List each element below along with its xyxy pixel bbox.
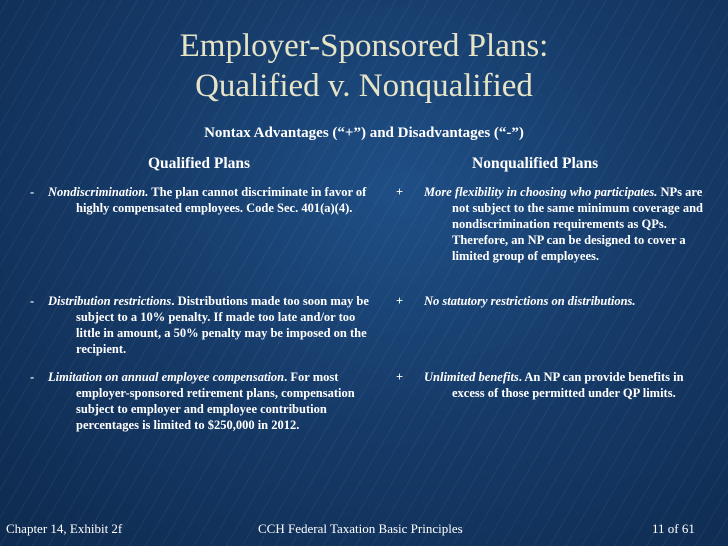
disadvantage-marker: -: [30, 185, 35, 199]
nonqualified-item-unlimited-benefits: [396, 369, 708, 401]
item-lead: Unlimited benefits: [424, 370, 519, 384]
nonqualified-item-flexibility: [396, 184, 708, 264]
qualified-item-distribution-restrictions: [30, 293, 382, 357]
slide-title-line1: Employer-Sponsored Plans:: [179, 28, 549, 64]
column-header-nonqualified: Nonqualified Plans: [472, 155, 599, 172]
disadvantage-marker: -: [30, 370, 35, 384]
qualified-item-compensation-limit: [30, 369, 382, 433]
item-text: . An NP can provide benefits in excess of those permitted under QP limits.: [452, 370, 684, 400]
item-text: . For most employer-sponsored retirement plans, compensation subject to employer and employee contribution percentages is limited to $250,000 in 2012.: [76, 370, 355, 432]
item-text: NPs are not subject to the same minimum coverage and nondiscrimination requirements as QPs. Therefore, an NP can be designed to cover a limited group of employees.: [452, 185, 704, 263]
subtitle: Nontax Advantages (“+”) and Disadvantages (“-”): [204, 125, 524, 141]
footer-page-number: 11 of 61: [652, 521, 695, 536]
item-lead: More flexibility in choosing who participates.: [424, 185, 658, 199]
item-text: . Distributions made too soon may be subject to a 10% penalty. If made too late and/or too little in amount, a 50% penalty may be imposed on the recipient.: [76, 294, 369, 356]
item-text: The plan cannot discriminate in favor of highly compensated employees. Code Sec. 401(a)(4).: [76, 185, 367, 215]
footer-course: CCH Federal Taxation Basic Principles: [258, 521, 463, 536]
advantage-marker: +: [396, 294, 404, 308]
advantage-marker: +: [396, 370, 404, 384]
item-lead: No statutory restrictions on distributions.: [424, 294, 636, 308]
advantage-marker: +: [396, 185, 404, 199]
item-lead: Limitation on annual employee compensation: [48, 370, 285, 384]
item-lead: Distribution restrictions: [48, 294, 172, 308]
qualified-item-nondiscrimination: [30, 184, 382, 216]
item-lead: Nondiscrimination.: [48, 185, 149, 199]
column-header-qualified: Qualified Plans: [148, 155, 251, 172]
disadvantage-marker: -: [30, 294, 35, 308]
footer-chapter: Chapter 14, Exhibit 2f: [6, 521, 123, 536]
slide-title-line2: Qualified v. Nonqualified: [195, 68, 533, 104]
nonqualified-item-distributions: [396, 293, 708, 309]
